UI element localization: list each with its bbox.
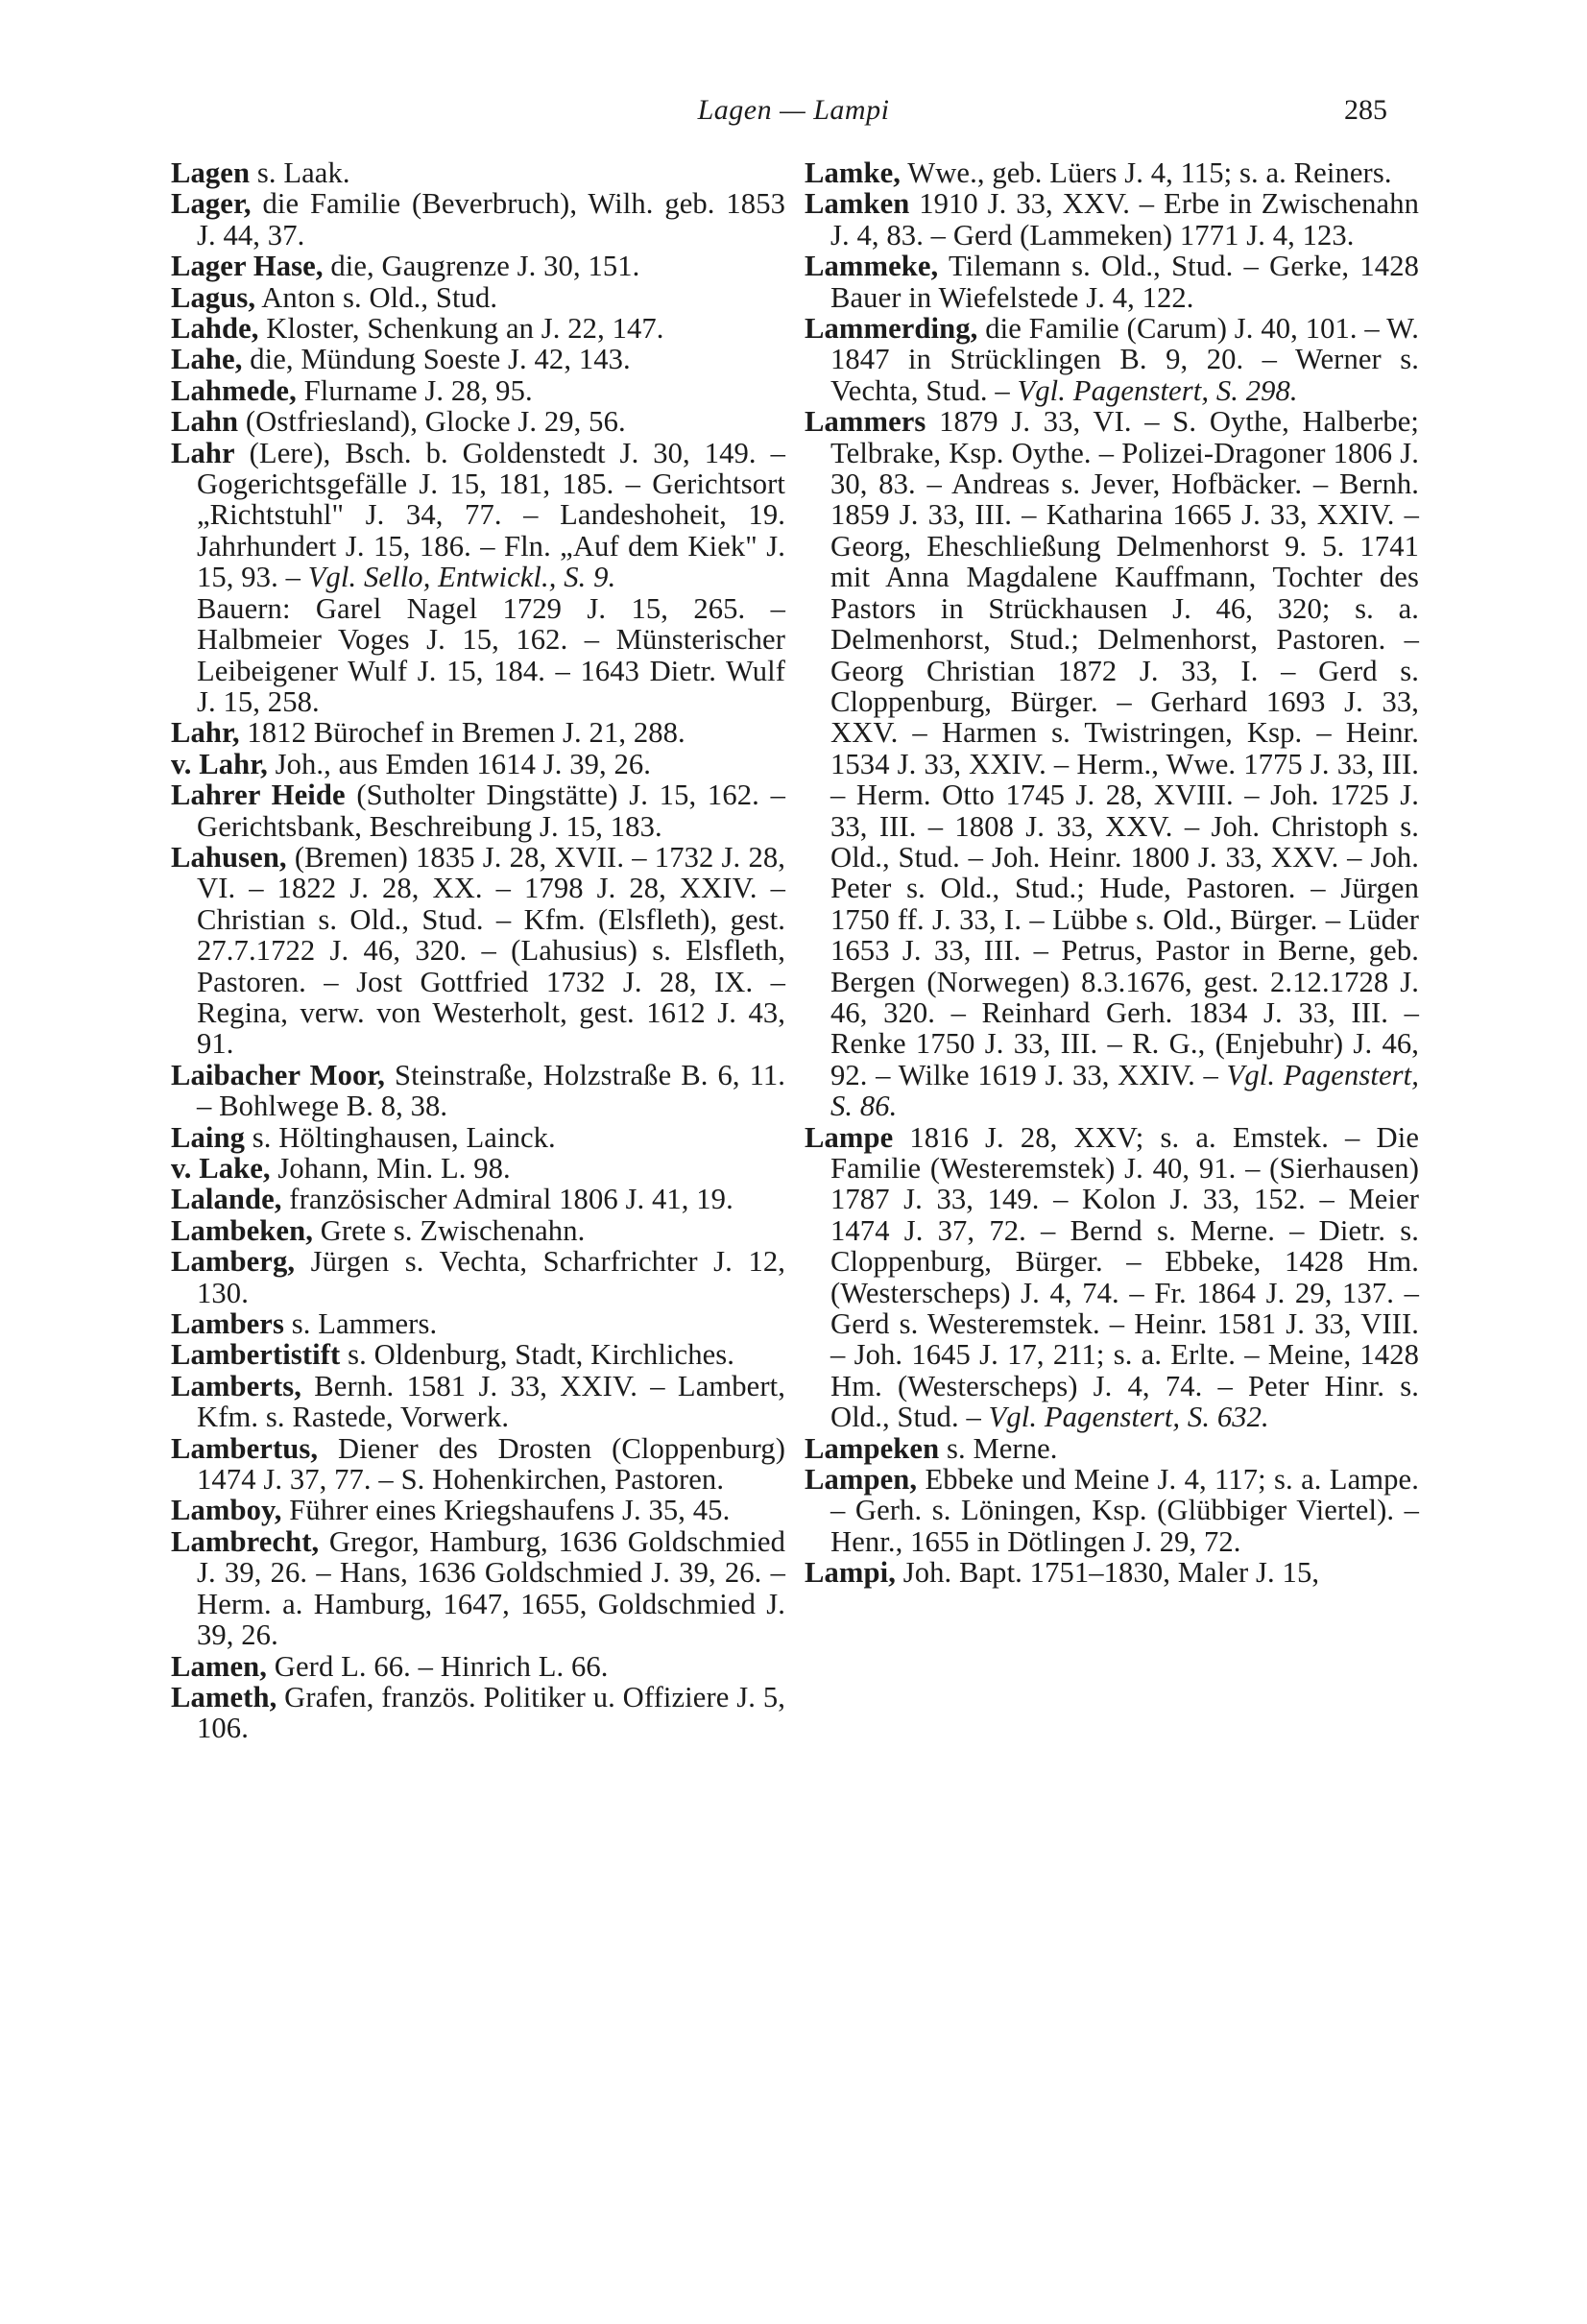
entry-headword: Lager Hase, [171,250,324,283]
index-entry [171,1526,785,1651]
entry-headword: Lammerding, [805,312,978,346]
entry-text: s. Merne. [939,1431,1058,1465]
entry-text: 1812 Bürochef in Bremen J. 21, 288. [239,716,685,750]
index-entry [171,1060,785,1122]
entry-text: Wwe., geb. Lüers J. 4, 115; s. a. Reiners. [901,156,1392,189]
index-entry [805,313,1419,406]
entry-text: 1910 J. 33, XXV. – Erbe in Zwischenahn J. 4, 83. – Gerd (Lammeken) 1771 J. 4, 123. [830,187,1419,252]
entry-text: die, Gaugrenze J. 30, 151. [323,250,640,283]
index-entry [805,251,1419,313]
entry-text: (Sutholter Dingstätte) J. 15, 162. – Gerichtsbank, Beschreibung J. 15, 183. [197,779,785,843]
entry-text: die, Mündung Soeste J. 42, 143. [242,343,631,376]
entry-headword: Lahde, [171,312,259,346]
entry-text: (Ostfriesland), Glocke J. 29, 56. [238,405,626,439]
entry-reference: Vgl. Pagenstert, S. 86. [830,1058,1420,1123]
entry-text: s. Lammers. [283,1307,438,1341]
index-entry [171,749,785,779]
index-entry [171,1495,785,1525]
index-entry [805,157,1419,188]
index-entry [171,1246,785,1308]
entry-headword: Lambertus, [171,1431,319,1465]
entry-text: Johann, Min. L. 98. [270,1152,511,1185]
entry-text: französischer Admiral 1806 J. 41, 19. [281,1183,733,1216]
entry-headword: Lambers [171,1307,284,1341]
index-entry [171,282,785,313]
entry-headword: Lampi, [805,1556,896,1590]
entry-headword: Lamke, [805,156,902,189]
entry-headword: Lahmede, [171,373,297,407]
entry-headword: v. Lahr, [171,747,268,780]
index-entry [171,344,785,374]
index-entry [805,1557,1419,1588]
entry-headword: Lahr, [171,716,240,750]
entry-text: 1879 J. 33, VI. – S. Oythe, Halberbe; Telbrake, Ksp. Oythe. – Polizei-Dragoner 1806 J. 30, 83. – Andreas s. Jever, Hofbäcker. – Bernh. 1859 J. 33, III. – Katharina 1665 J. 33, XXIV. – Georg, Eheschließung Delmenhorst 9. 5. 1741 mit Anna Magdalene Kauffmann, Tochter des Pastors in Strückhausen J. 46, 320; s. a. Delmenhorst, Stud.; Delmenhorst, Pastoren. – Georg Christian 1872 J. 33, I. – Gerd s. Cloppenburg, Bürger. – Gerhard 1693 J. 33, XXV. – Harmen s. Twistringen, Ksp. – Heinr. 1534 J. 33, XXIV. – Herm., Wwe. 1775 J. 33, III. – Herm. Otto 1745 J. 28, XVIII. – Joh. 1725 J. 33, III. – 1808 J. 33, XXV. – Joh. Christoph s. Old., Stud. – Joh. Heinr. 1800 J. 33, XXV. – Joh. Peter s. Old., Stud.; Hude, Pastoren. – Jürgen 1750 ff. J. 33, I. – Lübbe s. Old., Bürger. – Lüder 1653 J. 33, III. – Petrus, Pastor in Berne, geb. Bergen (Norwegen) 8.3.1676, gest. 2.12.1728 J. 46, 320. – Reinhard Gerh. 1834 J. 33, III. – Renke 1750 J. 33, III. – R. G., (Enjebuhr) J. 46, 92. – Wilke 1619 J. 33, XXIV. – [830,405,1419,1091]
entry-headword: Lambertistift [171,1338,341,1372]
entry-text: Ebbeke und Meine J. 4, 117; s. a. Lampe. – Gerh. s. Löningen, Ksp. (Glübbiger Viertel). – Henr., 1655 in Dötlingen J. 29, 72. [830,1463,1419,1558]
index-entry [171,375,785,406]
index-entry [171,717,785,748]
entry-headword: Lagen [171,156,251,189]
entry-headword: Laing [171,1120,246,1154]
entry-headword: Lamken [805,187,910,221]
entry-text: s. Oldenburg, Stadt, Kirchliches. [340,1338,735,1372]
entry-headword: Lamen, [171,1649,268,1683]
index-entry [171,1682,785,1744]
entry-headword: Lahe, [171,343,243,376]
entry-text: (Lere), Bsch. b. Goldenstedt J. 30, 149. – Gogerichtsgefälle J. 15, 181, 185. – Gerichtsort „Richtstuhl" J. 34, 77. – Landeshoheit, 19. Jahrhundert J. 15, 186. – Fln. „Auf dem Kiek" J. 15, 93. – [197,436,785,594]
entry-text: Grete s. Zwischenahn. [312,1213,586,1247]
index-entry [171,313,785,344]
entry-headword: Lager, [171,187,252,221]
index-entry [171,779,785,842]
index-entry [171,1433,785,1496]
entry-text: Jürgen s. Vechta, Scharfrichter J. 12, 130. [197,1245,785,1309]
entry-text: (Bremen) 1835 J. 28, XVII. – 1732 J. 28, VI. – 1822 J. 28, XX. – 1798 J. 28, XXIV. – Christian s. Old., Stud. – Kfm. (Elsfleth), gest. 27.7.1722 J. 46, 320. – (Lahusius) s. Elsfleth, Pastoren. – Jost Gottfried 1732 J. 28, IX. – Regina, verw. von Westerholt, gest. 1612 J. 43, 91. [197,840,785,1061]
entry-text: Joh., aus Emden 1614 J. 39, 26. [267,747,652,780]
index-entry [171,1122,785,1153]
entry-headword: Lagus, [171,280,256,314]
entry-text: Führer eines Kriegshaufens J. 35, 45. [281,1494,731,1527]
index-entry [171,1308,785,1339]
entry-text: die Familie (Carum) J. 40, 101. – W. 1847 in Strücklingen B. 9, 20. – Werner s. Vechta, Stud. – [830,312,1419,407]
entry-headword: Lammers [805,405,926,439]
index-entry [171,1215,785,1246]
index-entry [805,406,1419,1121]
index-entry [805,1433,1419,1464]
entry-headword: Lahrer Heide [171,779,346,812]
entry-headword: Lahusen, [171,840,287,874]
entry-reference: Vgl. Pagenstert, S. 632. [988,1401,1269,1434]
index-entry [171,1339,785,1370]
entry-text: Steinstraße, Holzstraße B. 6, 11. – Bohlwege B. 8, 38. [197,1058,785,1123]
index-entry [171,593,785,718]
index-entry [805,188,1419,251]
entry-headword: Lambeken, [171,1213,313,1247]
index-entry [171,1651,785,1682]
index-entry [171,251,785,281]
entry-reference: Vgl. Sello, Entwickl., S. 9. [307,561,616,594]
entry-headword: Lalande, [171,1183,282,1216]
entry-text: Bernh. 1581 J. 33, XXIV. – Lambert, Kfm. s. Rastede, Vorwerk. [197,1369,785,1434]
entry-headword: Lamboy, [171,1494,282,1527]
index-entry [171,188,785,251]
index-entry [171,157,785,188]
running-head: Lagen — Lampi [697,94,890,126]
index-column-right [805,157,1419,1589]
index-entry [805,1122,1419,1433]
index-entry [171,1184,785,1214]
index-entry [171,438,785,593]
entry-text: Anton s. Old., Stud. [255,280,498,314]
entry-text: die Familie (Beverbruch), Wilh. geb. 1853 J. 44, 37. [197,187,785,252]
entry-headword: Laibacher Moor, [171,1058,385,1091]
index-column-left [171,157,785,1744]
entry-text: Bauern: Garel Nagel 1729 J. 15, 265. – Halbmeier Voges J. 15, 162. – Münsterischer Leibeigener Wulf J. 15, 184. – 1643 Dietr. Wulf J. 15, 258. [197,591,785,718]
entry-headword: Lammeke, [805,250,939,283]
entry-text: Grafen, französ. Politiker u. Offiziere J. 5, 106. [197,1680,785,1745]
index-entry [805,1464,1419,1557]
entry-text: Gregor, Hamburg, 1636 Goldschmied J. 39, 26. – Hans, 1636 Goldschmied J. 39, 26. – Herm. a. Hamburg, 1647, 1655, Goldschmied J. 39, 26. [197,1524,785,1652]
index-entry [171,842,785,1060]
index-entry [171,1153,785,1184]
entry-text: Gerd L. 66. – Hinrich L. 66. [267,1649,609,1683]
index-entry [171,1371,785,1433]
entry-text: Diener des Drosten (Cloppenburg) 1474 J. 37, 77. – S. Hohenkirchen, Pastoren. [197,1431,785,1497]
entry-text: Kloster, Schenkung an J. 22, 147. [258,312,664,346]
entry-headword: Lamberts, [171,1369,302,1402]
entry-text: s. Laak. [250,156,350,189]
entry-headword: Lampe [805,1120,894,1154]
index-entry [171,406,785,437]
entry-headword: Lambrecht, [171,1524,320,1558]
entry-reference: Vgl. Pagenstert, S. 298. [1017,373,1298,407]
entry-headword: Lahn [171,405,239,439]
entry-headword: Lameth, [171,1680,277,1713]
entry-headword: Lampeken [805,1431,940,1465]
entry-text: 1816 J. 28, XXV; s. a. Emstek. – Die Familie (Westeremstek) J. 40, 91. – (Sierhausen) 1787 J. 33, 149. – Kolon J. 33, 152. – Meier 1474 J. 37, 72. – Bernd s. Merne. – Dietr. s. Cloppenburg, Bürger. – Ebbeke, 1428 Hm. (Westerscheps) J. 4, 74. – Fr. 1864 J. 29, 137. – Gerd s. Westeremstek. – Heinr. 1581 J. 33, VIII. – Joh. 1645 J. 17, 211; s. a. Erlte. – Meine, 1428 Hm. (Westerscheps) J. 4, 74. – Peter Hinr. s. Old., Stud. – [830,1120,1419,1434]
entry-headword: Lahr [171,436,235,469]
entry-text: s. Höltinghausen, Lainck. [245,1120,556,1154]
entry-headword: Lamberg, [171,1245,296,1279]
entry-text: Flurname J. 28, 95. [296,373,533,407]
entry-text: Tilemann s. Old., Stud. – Gerke, 1428 Bauer in Wiefelstede J. 4, 122. [830,250,1419,314]
entry-text: Joh. Bapt. 1751–1830, Maler J. 15, [895,1556,1320,1590]
entry-headword: Lampen, [805,1463,918,1497]
entry-headword: v. Lake, [171,1152,271,1185]
page-number: 285 [1344,94,1387,126]
